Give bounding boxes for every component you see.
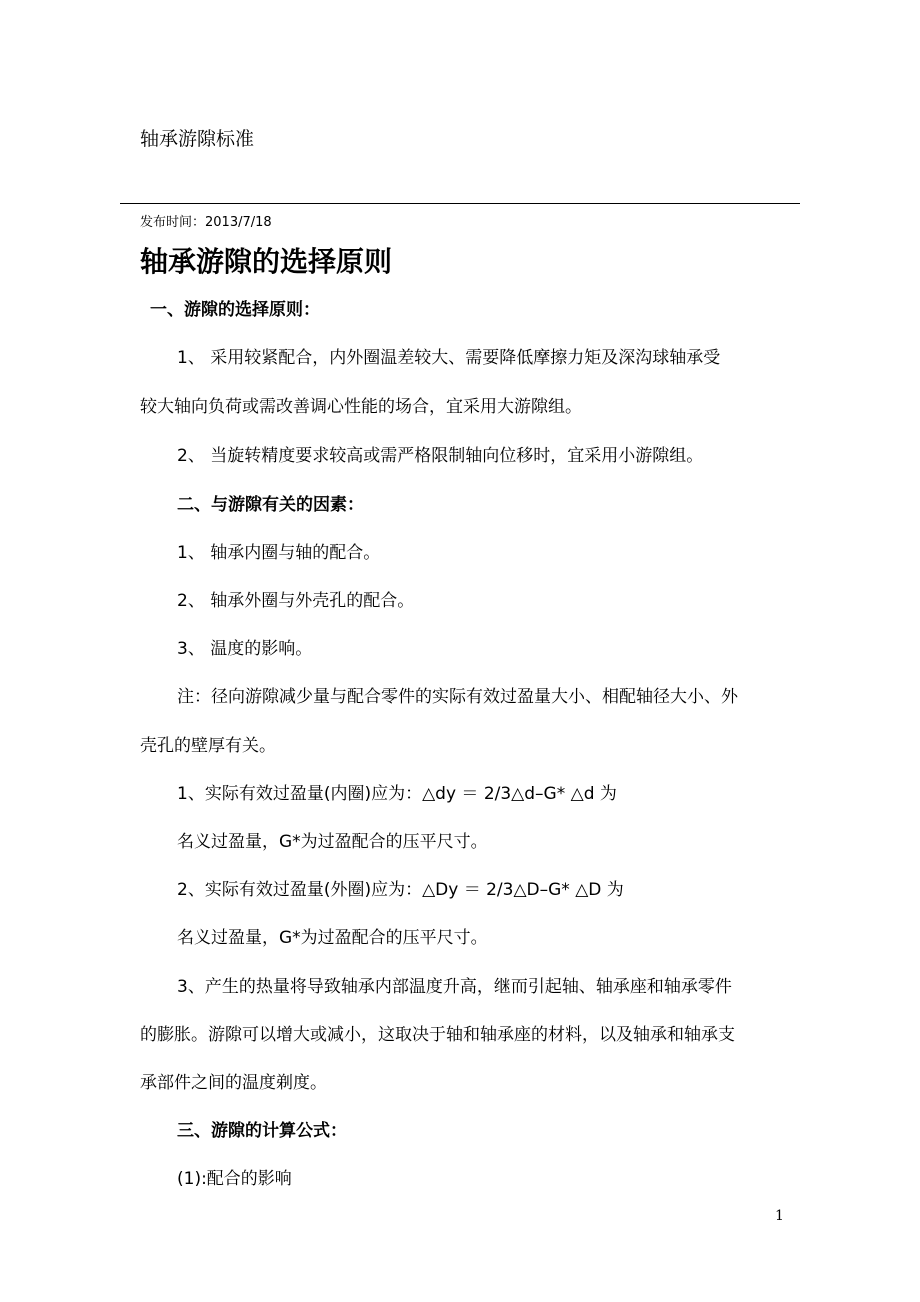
paragraph-outer-fit-line-1: 2、实际有效过盈量(外圈)应为：△Dy ＝ 2/3△D–G* △D 为 [177,880,624,900]
paragraph-principle-1-line-1: 1、 采用较紧配合，内外圈温差较大、需要降低摩擦力矩及深沟球轴承受 [177,348,721,368]
paragraph-inner-fit-line-2: 名义过盈量，G*为过盈配合的压平尺寸。 [177,832,488,852]
section-heading-formula: 三、游隙的计算公式： [177,1121,347,1141]
paragraph-factor-3: 3、 温度的影响。 [177,639,313,659]
paragraph-outer-fit-line-2: 名义过盈量，G*为过盈配合的压平尺寸。 [177,928,488,948]
paragraph-principle-1-line-2: 较大轴向负荷或需改善调心性能的场合，宜采用大游隙组。 [140,397,582,417]
paragraph-heat-line-1: 3、产生的热量将导致轴承内部温度升高，继而引起轴、轴承座和轴承零件 [177,977,732,997]
publish-label: 发布时间： [140,215,206,230]
section-heading-factors: 二、与游隙有关的因素： [177,495,364,515]
paragraph-heat-line-3: 承部件之间的温度剃度。 [140,1073,327,1093]
paragraph-inner-fit-line-1: 1、实际有效过盈量(内圈)应为：△dy ＝ 2/3△d–G* △d 为 [177,784,617,804]
section-heading-selection: 一、游隙的选择原则： [150,300,320,320]
paragraph-factor-2: 2、 轴承外圈与外壳孔的配合。 [177,591,415,611]
document-title: 轴承游隙标准 [140,128,255,150]
paragraph-note-line-1: 注：径向游隙减少量与配合零件的实际有效过盈量大小、相配轴径大小、外 [177,687,738,707]
paragraph-factor-1: 1、 轴承内圈与轴的配合。 [177,543,381,563]
page-heading: 轴承游隙的选择原则 [140,245,393,278]
paragraph-note-line-2: 壳孔的壁厚有关。 [140,736,276,756]
paragraph-formula-1: (1):配合的影响 [177,1169,292,1189]
publish-date-line [140,211,272,230]
publish-date: 2013/7/18 [205,215,272,230]
paragraph-principle-2: 2、 当旋转精度要求较高或需严格限制轴向位移时，宜采用小游隙组。 [177,446,704,466]
page-number: 1 [775,1208,784,1224]
paragraph-heat-line-2: 的膨胀。游隙可以增大或减小，这取决于轴和轴承座的材料，以及轴承和轴承支 [140,1025,735,1045]
header-rule [120,203,800,204]
